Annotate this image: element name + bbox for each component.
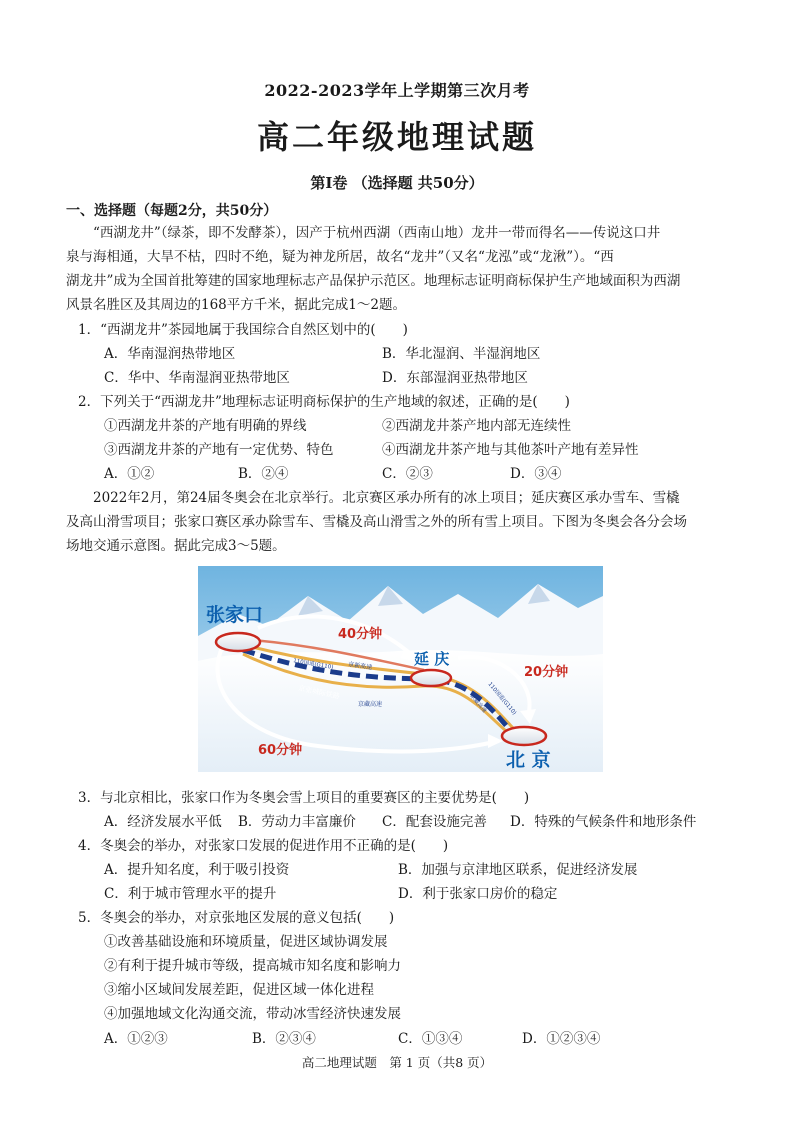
label-beijing: 北 京 xyxy=(506,749,551,771)
q3-option-b: B．劳动力丰富廉价 xyxy=(238,814,356,830)
q3-stem: 3．与北京相比，张家口作为冬奥会雪上项目的重要赛区的主要优势是( ) xyxy=(78,790,530,806)
part-heading: 一、选择题（每题2分，共50分） xyxy=(66,203,278,219)
city-marker-yanqing xyxy=(411,670,451,686)
q1-option-b: B．华北湿润、半湿润地区 xyxy=(382,346,541,362)
label-railway: 京张城际铁路 xyxy=(297,684,341,701)
q2-statement-4: ④西湖龙井茶产地与其他茶叶产地有差异性 xyxy=(382,442,639,458)
label-highway-jingzang-b: 京藏高速 xyxy=(468,693,488,715)
q4-option-b: B．加强与京津地区联系，促进经济发展 xyxy=(398,862,638,878)
q2-option-d: D．③④ xyxy=(510,466,562,482)
city-marker-beijing xyxy=(502,727,546,745)
passage1-line2: 泉与海相通，大旱不枯，四时不绝，疑为神龙所居，故名“龙井”（又名“龙泓”或“龙湫”）。“西 xyxy=(66,249,614,265)
section-title: 第Ⅰ卷 （选择题 共50分） xyxy=(310,174,484,192)
q1-stem: 1．“西湖龙井”茶园地属于我国综合自然区划中的( ) xyxy=(78,322,408,338)
q5-stem: 5．冬奥会的举办，对京张地区发展的意义包括( ) xyxy=(78,910,395,926)
q3-option-a: A．经济发展水平低 xyxy=(104,814,222,830)
q5-option-c: C．①③④ xyxy=(398,1031,463,1047)
venue-transport-map xyxy=(198,566,603,772)
q4-option-d: D．利于张家口房价的稳定 xyxy=(398,886,558,902)
city-marker-zhangjiakou xyxy=(216,633,260,651)
label-highway-jingxin: 京新高速 xyxy=(347,661,373,672)
q2-option-c: C．②③ xyxy=(382,466,433,482)
q5-statement-1: ①改善基础设施和环境质量，促进区域协调发展 xyxy=(104,934,388,950)
label-time-60min: 60分钟 xyxy=(258,743,303,758)
q2-statement-1: ①西湖龙井茶的产地有明确的界线 xyxy=(104,418,307,434)
label-time-40min: 40分钟 xyxy=(338,627,383,642)
q4-option-c: C．利于城市管理水平的提升 xyxy=(104,886,277,902)
passage1-line1: “西湖龙井”（绿茶，即不发酵茶），因产于杭州西湖（西南山地）龙井一带而得名——传说这口井 xyxy=(93,225,661,241)
q1-option-c: C．华中、华南湿润亚热带地区 xyxy=(104,370,290,386)
q2-statement-2: ②西湖龙井茶产地内部无连续性 xyxy=(382,418,571,434)
passage2-line3: 场地交通示意图。据此完成3～5题。 xyxy=(66,538,286,554)
label-time-20min: 20分钟 xyxy=(524,665,569,680)
passage2-line1: 2022年2月，第24届冬奥会在北京举行。北京赛区承办所有的冰上项目；延庆赛区承办雪车、雪橇 xyxy=(93,490,680,506)
q5-statement-2: ②有利于提升城市等级，提高城市知名度和影响力 xyxy=(104,958,401,974)
exam-title: 2022-2023学年上学期第三次月考 xyxy=(264,81,530,100)
q2-option-b: B．②④ xyxy=(238,466,289,482)
q5-option-b: B．②③④ xyxy=(252,1031,316,1047)
q3-option-c: C．配套设施完善 xyxy=(382,814,487,830)
passage1-line4: 风景名胜区及其周边的168平方千米，据此完成1～2题。 xyxy=(66,297,406,313)
q2-option-a: A．①② xyxy=(104,466,155,482)
subject-title: 高二年级地理试题 xyxy=(256,118,537,156)
passage1-line3: 湖龙井”成为全国首批筹建的国家地理标志产品保护示范区。地理标志证明商标保护生产地域面积为西湖 xyxy=(66,273,681,289)
q1-option-a: A．华南湿润热带地区 xyxy=(104,346,236,362)
label-zhangjiakou: 张家口 xyxy=(206,604,264,626)
label-road-g110-b: 110国道(G110) xyxy=(486,681,518,717)
label-yanqing: 延 庆 xyxy=(414,650,450,668)
q5-statement-4: ④加强地域文化沟通交流，带动冰雪经济快速发展 xyxy=(104,1006,401,1022)
q5-statement-3: ③缩小区域间发展差距，促进区域一体化进程 xyxy=(104,982,374,998)
q1-option-d: D．东部湿润亚热带地区 xyxy=(382,370,528,386)
q5-option-d: D．①②③④ xyxy=(522,1031,601,1047)
label-road-g110-a: 110国道(G110) xyxy=(292,658,334,672)
q4-stem: 4．冬奥会的举办，对张家口发展的促进作用不正确的是( ) xyxy=(78,838,449,854)
page-footer: 高二地理试题 第 1 页（共8 页） xyxy=(301,1055,493,1070)
q2-statement-3: ③西湖龙井茶的产地有一定优势、特色 xyxy=(104,442,334,458)
q2-stem: 2．下列关于“西湖龙井”地理标志证明商标保护的生产地域的叙述，正确的是( ) xyxy=(78,394,570,410)
q5-option-a: A．①②③ xyxy=(104,1031,168,1047)
passage2-line2: 及高山滑雪项目；张家口赛区承办除雪车、雪橇及高山滑雪之外的所有雪上项目。下图为冬奥会各分会场 xyxy=(66,514,687,530)
label-highway-jingzang: 京藏高速 xyxy=(358,701,383,708)
q3-option-d: D．特殊的气候条件和地形条件 xyxy=(510,814,697,830)
q4-option-a: A．提升知名度，利于吸引投资 xyxy=(104,862,290,878)
